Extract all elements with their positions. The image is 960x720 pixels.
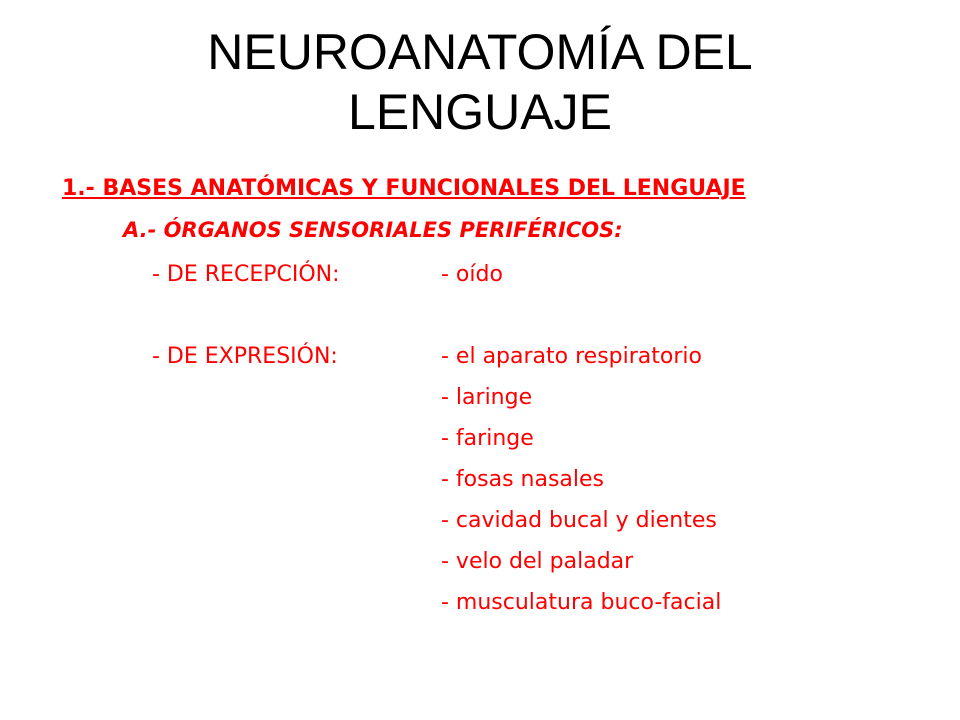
expression-item: - musculatura buco-facial xyxy=(441,590,722,615)
slide-title xyxy=(0,22,960,142)
reception-item: - oído xyxy=(441,262,503,287)
expression-item: - el aparato respiratorio xyxy=(441,344,702,369)
reception-label: - DE RECEPCIÓN: xyxy=(152,262,340,287)
slide-title-line-2: LENGUAJE xyxy=(348,84,612,140)
expression-item: - cavidad bucal y dientes xyxy=(441,508,717,533)
expression-label: - DE EXPRESIÓN: xyxy=(152,344,338,369)
expression-item: - laringe xyxy=(441,385,533,410)
slide-title-line-1: NEUROANATOMÍA DEL xyxy=(207,24,753,80)
expression-item: - velo del paladar xyxy=(441,549,634,574)
section-heading: 1.- BASES ANATÓMICAS Y FUNCIONALES DEL LENGUAJE xyxy=(62,176,746,201)
subsection-heading: A.- ÓRGANOS SENSORIALES PERIFÉRICOS: xyxy=(123,218,623,242)
expression-item: - fosas nasales xyxy=(441,467,605,492)
expression-item: - faringe xyxy=(441,426,534,451)
